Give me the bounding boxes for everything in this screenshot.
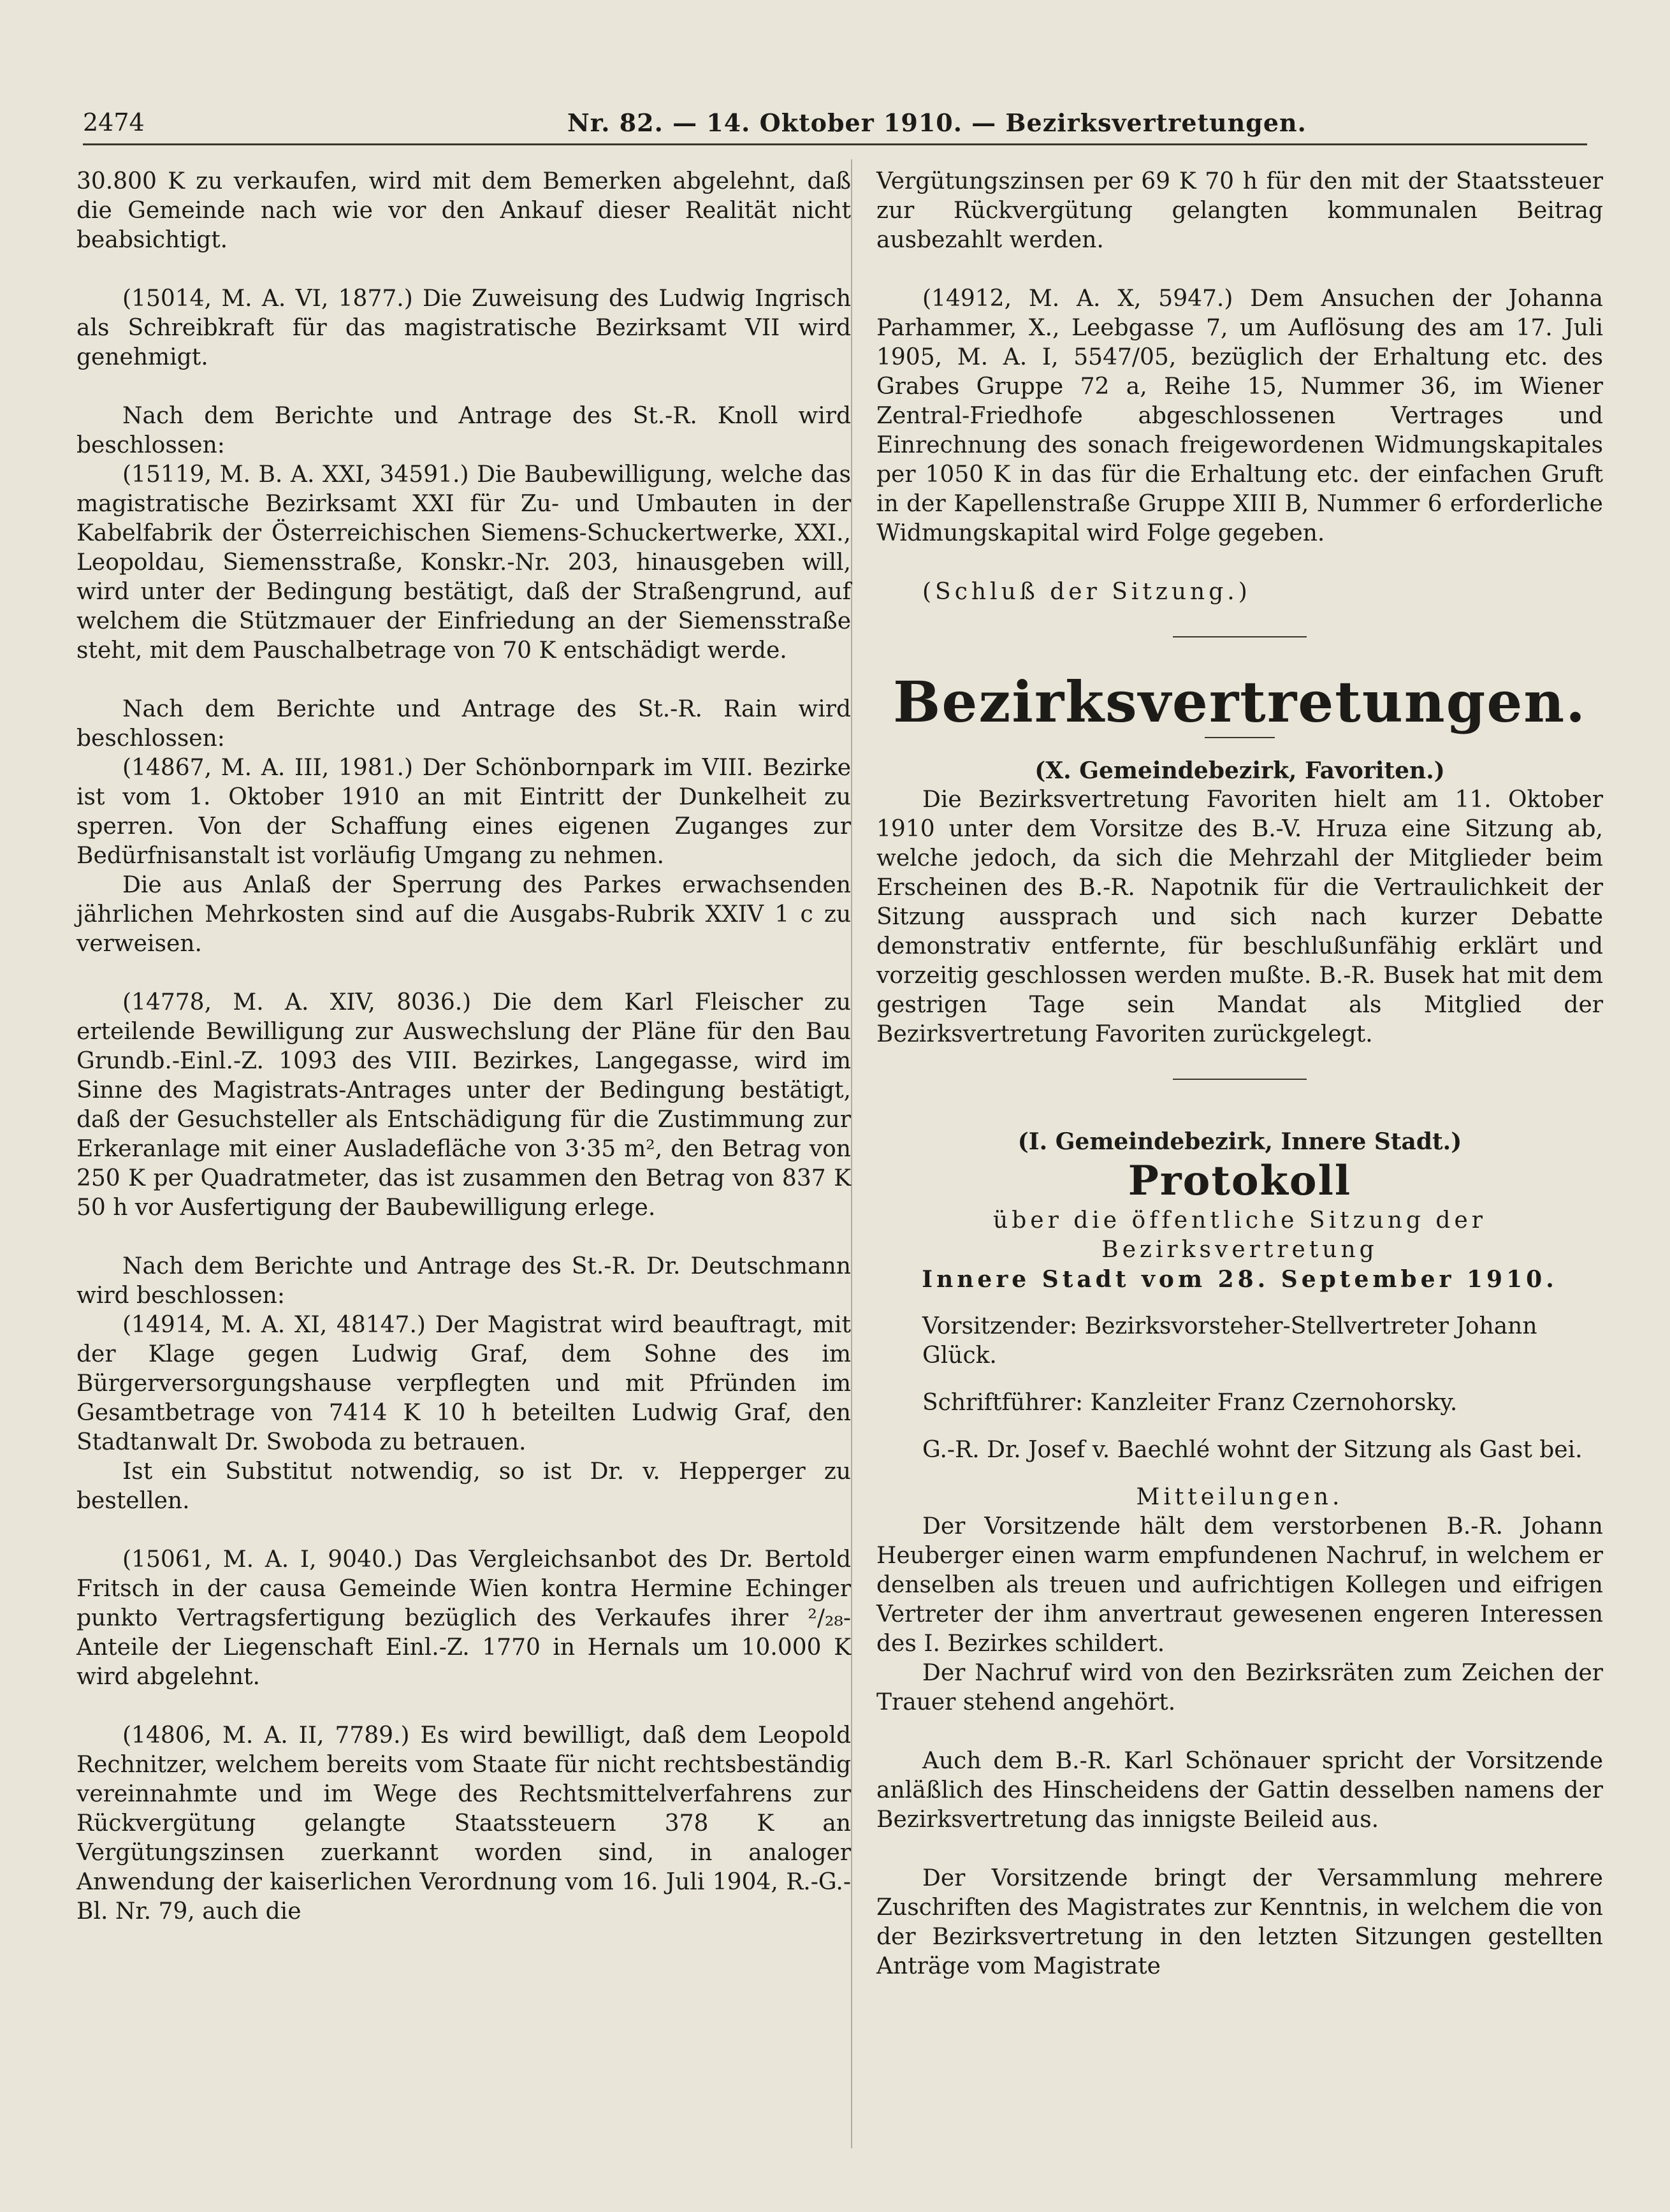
protokoll-subtitle: Innere Stadt vom 28. September 1910.: [922, 1266, 1558, 1293]
header-rule: [83, 143, 1587, 145]
district-heading: (X. Gemeindebezirk, Favoriten.): [1035, 757, 1445, 784]
column-divider: [851, 159, 852, 2148]
motion-intro: Nach dem Berichte und Antrage des St.-R. Dr. Deutschmann wird beschlossen:: [76, 1253, 851, 1309]
paragraph: (15061, M. A. I, 9040.) Das Vergleichsanbot des Dr. Bertold Fritsch in der causa Gemeinde Wien kontra Hermine Echinger punkto Vertragsfertigung bezüglich des Verkaufes ihrer ²/₂₈-Anteile der Liegenschaft Einl.-Z. 1770 in Hernals um 10.000 K wird abgelehnt.: [76, 1546, 851, 1690]
paragraph: (15014, M. A. VI, 1877.) Die Zuweisung des Ludwig Ingrisch als Schreibkraft für das magistratische Bezirksamt VII wird genehmigt.: [76, 286, 851, 370]
protokoll-subtitle: über die öffentliche Sitzung der Bezirksvertretung: [993, 1207, 1486, 1263]
chairperson: Vorsitzender: Bezirksvorsteher-Stellvertreter Johann Glück.: [922, 1313, 1537, 1369]
paragraph: Vergütungszinsen per 69 K 70 h für den mit der Staatssteuer zur Rückvergütung gelangten kommunalen Beitrag ausbezahlt werden.: [876, 168, 1603, 253]
guest-note: G.-R. Dr. Josef v. Baechlé wohnt der Sitzung als Gast bei.: [922, 1437, 1583, 1463]
paragraph: (14778, M. A. XIV, 8036.) Die dem Karl Fleischer zu erteilende Bewilligung zur Auswechslung der Pläne für den Bau Grundb.-Einl.-Z. 1093 des VIII. Bezirkes, Langegasse, wird im Sinne des Magistrats-Antrages unter der Bedingung bestätigt, daß der Gesuchsteller als Entschädigung für die Zustimmung zur Erkeranlage mit einer Ausladefläche von 3·35 m², den Betrag von 250 K per Quadratmeter, das ist zusammen den Betrag von 837 K 50 h vor Ausfertigung der Baubewilligung erlege.: [76, 989, 851, 1221]
section-title: Bezirksvertretungen.: [893, 669, 1586, 735]
paragraph: Der Nachruf wird von den Bezirksräten zum Zeichen der Trauer stehend angehört.: [876, 1660, 1603, 1715]
paragraph: Die aus Anlaß der Sperrung des Parkes erwachsenden jährlichen Mehrkosten sind auf die Ausgabs-Rubrik XXIV 1 c zu verweisen.: [76, 872, 851, 957]
mitteilungen-heading: Mitteilungen.: [1136, 1484, 1344, 1510]
paragraph: Auch dem B.-R. Karl Schönauer spricht der Vorsitzende anläßlich des Hinscheidens der Gattin desselben namens der Bezirksvertretung das innigste Beileid aus.: [876, 1748, 1603, 1833]
paragraph: (14806, M. A. II, 7789.) Es wird bewilligt, daß dem Leopold Rechnitzer, welchem bereits vom Staate für nicht rechtsbeständig vereinnahmte und im Wege des Rechtsmittelverfahrens zur Rückvergütung gelangte Staatssteuern 378 K an Vergütungszinsen zuerkannt worden sind, in analoger Anwendung der kaiserlichen Verordnung vom 16. Juli 1904, R.-G.-Bl. Nr. 79, auch die: [76, 1722, 851, 1925]
paragraph: 30.800 K zu verkaufen, wird mit dem Bemerken abgelehnt, daß die Gemeinde nach wie vor den Ankauf dieser Realität nicht beabsichtigt.: [76, 168, 851, 253]
right-column: [876, 167, 1603, 1981]
paragraph: Ist ein Substitut notwendig, so ist Dr. v. Hepperger zu bestellen.: [76, 1459, 851, 1514]
paragraph: Der Vorsitzende bringt der Versammlung mehrere Zuschriften des Magistrates zur Kenntnis, in welchem die von der Bezirksvertretung in den letzten Sitzungen gestellten Anträge vom Magistrate: [876, 1865, 1603, 1979]
paragraph: (14914, M. A. XI, 48147.) Der Magistrat wird beauftragt, mit der Klage gegen Ludwig Graf, dem Sohne des im Bürgerversorgungshause verpflegten und mit Pfründen im Gesamtbetrage von 7414 K 10 h beteilten Ludwig Graf, den Stadtanwalt Dr. Swoboda zu betrauen.: [76, 1312, 851, 1455]
paragraph: Die Bezirksvertretung Favoriten hielt am 11. Oktober 1910 unter dem Vorsitze des B.-V. Hruza eine Sitzung ab, welche jedoch, da sich die Mehrzahl der Mitglieder beim Erscheinen des B.-R. Napotnik für die Vertraulichkeit der Sitzung aussprach und sich nach kurzer Debatte demonstrativ entfernte, für beschlußunfähig erklärt und vorzeitig geschlossen werden mußte. B.-R. Busek hat mit dem gestrigen Tage sein Mandat als Mitglied der Bezirksvertretung Favoriten zurückgelegt.: [876, 787, 1603, 1047]
secretary: Schriftführer: Kanzleiter Franz Czernohorsky.: [922, 1390, 1458, 1416]
closing-note: (Schluß der Sitzung.): [922, 579, 1251, 605]
left-column: [76, 167, 851, 1926]
paragraph: Der Vorsitzende hält dem verstorbenen B.-R. Johann Heuberger einen warm empfundenen Nachruf, in welchem er denselben als treuen und aufrichtigen Kollegen und eifrigen Vertreter der ihm anvertraut gewesenen engeren Interessen des I. Bezirkes schildert.: [876, 1513, 1603, 1657]
paragraph: (14912, M. A. X, 5947.) Dem Ansuchen der Johanna Parhammer, X., Leebgasse 7, um Auflösung des am 17. Juli 1905, M. A. I, 5547/05, bezüglich der Erhaltung etc. des Grabes Gruppe 72 a, Reihe 15, Nummer 36, im Wiener Zentral-Friedhofe abgeschlossenen Vertrages und Einrechnung des sonach freigewordenen Widmungskapitales per 1050 K in das für die Erhaltung etc. der einfachen Gruft in der Kapellenstraße Gruppe XIII B, Nummer 6 erforderliche Widmungskapital wird Folge gegeben.: [876, 286, 1603, 546]
page-header: [83, 96, 1587, 147]
paragraph: (15119, M. B. A. XXI, 34591.) Die Baubewilligung, welche das magistratische Bezirksamt XXI für Zu- und Umbauten in der Kabelfabrik der Österreichischen Siemens-Schuckertwerke, XXI., Leopoldau, Siemensstraße, Konskr.-Nr. 203, hinausgeben will, wird unter der Bedingung bestätigt, daß der Straßengrund, auf welchem die Stützmauer der Einfriedung an der Siemensstraße steht, mit dem Pauschalbetrage von 70 K entschädigt werde.: [76, 462, 851, 664]
motion-intro: Nach dem Berichte und Antrage des St.-R. Knoll wird beschlossen:: [76, 403, 851, 458]
motion-intro: Nach dem Berichte und Antrage des St.-R. Rain wird beschlossen:: [76, 696, 851, 752]
district-heading: (I. Gemeindebezirk, Innere Stadt.): [1017, 1128, 1462, 1155]
paragraph: (14867, M. A. III, 1981.) Der Schönbornpark im VIII. Bezirke ist vom 1. Oktober 1910 an mit Eintritt der Dunkelheit zu sperren. Von der Schaffung eines eigenen Zuganges zur Bedürfnisanstalt ist vorläufig Umgang zu nehmen.: [76, 755, 851, 869]
protokoll-title: Protokoll: [1128, 1157, 1352, 1205]
page-number: 2474: [83, 108, 145, 136]
running-title: Nr. 82. — 14. Oktober 1910. — Bezirksvertretungen.: [567, 108, 1307, 137]
